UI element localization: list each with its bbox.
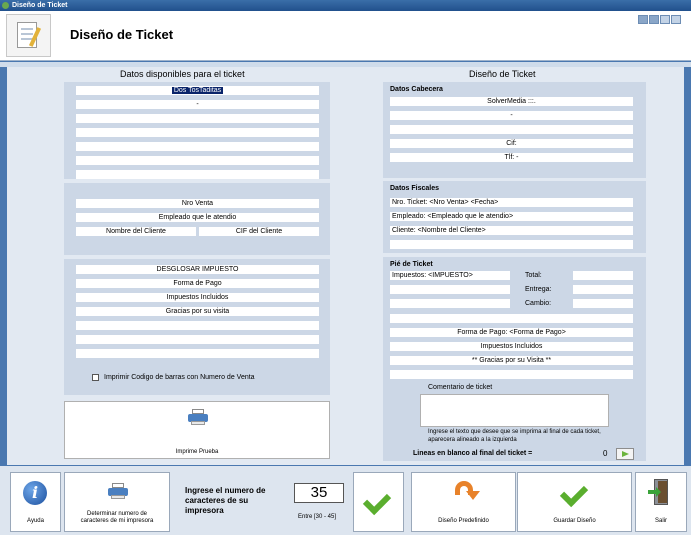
pie-line-impuestos[interactable]: Impuestos Incluidos — [390, 342, 633, 351]
field-nro-venta[interactable]: Nro Venta — [76, 199, 319, 208]
left-section-title: Datos disponibles para el ticket — [120, 69, 245, 79]
print-test-button[interactable] — [64, 401, 330, 459]
save-design-label: Guardar Diseño — [553, 518, 596, 524]
field-gracias[interactable]: Gracias por su visita — [76, 307, 319, 316]
cambio-label: Cambio: — [525, 300, 552, 307]
print-test-label: Imprime Prueba — [175, 449, 219, 455]
footer-data-group — [383, 257, 646, 461]
chars-range-label: Entre [30 - 45] — [298, 514, 337, 520]
available-field-7[interactable] — [76, 170, 319, 179]
pie-empty-1[interactable] — [390, 285, 510, 294]
barcode-checkbox[interactable] — [92, 374, 99, 381]
available-field-6[interactable] — [76, 156, 319, 165]
pie-line-empty[interactable] — [390, 370, 633, 379]
comentario-textarea[interactable] — [420, 394, 609, 427]
pie-line-forma-pago[interactable]: Forma de Pago: <Forma de Pago> — [390, 328, 633, 337]
chars-prompt-label: Ingrese el numero de caracteres de su impresora — [185, 486, 266, 515]
main-panel — [7, 67, 684, 465]
fiscal-line-4[interactable] — [390, 240, 633, 249]
printer-icon — [188, 409, 208, 425]
undo-arrow-icon — [452, 479, 478, 505]
cabecera-line-4[interactable]: Cif: — [390, 139, 633, 148]
available-field-5[interactable] — [76, 142, 319, 151]
window-control-2[interactable] — [649, 15, 659, 24]
default-design-label: Diseño Predefinido — [438, 518, 489, 524]
entrega-label: Entrega: — [525, 286, 552, 293]
bottom-toolbar — [0, 466, 691, 535]
pie-empty-3[interactable] — [390, 314, 633, 323]
fiscal-line-3[interactable]: Cliente: <Nombre del Cliente> — [390, 226, 633, 235]
ticket-design-icon — [6, 14, 51, 57]
field-impuestos[interactable]: Impuestos: <IMPUESTO> — [390, 271, 510, 280]
fiscal-line-1[interactable]: Nro. Ticket: <Nro Venta> <Fecha> — [390, 198, 633, 207]
field-desglosar-impuesto[interactable]: DESGLOSAR IMPUESTO — [76, 265, 319, 274]
window-title-bar — [0, 0, 691, 11]
available-field-2[interactable]: - — [76, 100, 319, 109]
barcode-label: Imprimir Codigo de barras con Numero de Venta — [104, 374, 255, 381]
help-button[interactable] — [10, 472, 61, 532]
field-empleado[interactable]: Empleado que le atendio — [76, 213, 319, 222]
field-cif-cliente[interactable]: CIF del Cliente — [199, 227, 319, 236]
printer-icon — [108, 483, 128, 499]
page-title: Diseño de Ticket — [70, 27, 174, 42]
detect-chars-label: Determinar numero de caracteres de mi impresora — [80, 511, 154, 524]
entrega-field[interactable] — [573, 285, 633, 294]
chars-input[interactable]: 35 — [294, 483, 344, 503]
field-empty-2[interactable] — [76, 335, 319, 344]
comentario-hint: Ingrese el texto que desee que se imprima al final de cada ticket, aparecera alineado a la izquierda — [428, 429, 601, 443]
available-data-group-2 — [64, 183, 330, 255]
header-data-group — [383, 82, 646, 178]
window-control-4[interactable] — [671, 15, 681, 24]
exit-label: Salir — [654, 518, 667, 524]
available-field-1[interactable]: Dos TosTaditas — [76, 86, 319, 95]
lineas-value: 0 — [603, 449, 608, 458]
field-empty-1[interactable] — [76, 321, 319, 330]
comentario-label: Comentario de ticket — [428, 384, 493, 391]
detect-chars-button[interactable] — [64, 472, 170, 532]
window-controls — [638, 15, 681, 24]
right-section-title: Diseño de Ticket — [469, 69, 536, 79]
pie-line-gracias[interactable]: ** Gracias por su Visita ** — [390, 356, 633, 365]
fiscales-title: Datos Fiscales — [390, 185, 440, 192]
total-field[interactable] — [573, 271, 633, 280]
fiscal-line-2[interactable]: Empleado: <Empleado que le atendio> — [390, 212, 633, 221]
window-control-3[interactable] — [660, 15, 670, 24]
pie-empty-2[interactable] — [390, 299, 510, 308]
save-design-button[interactable] — [517, 472, 632, 532]
window-control-1[interactable] — [638, 15, 648, 24]
total-label: Total: — [525, 272, 542, 279]
info-icon: i — [23, 481, 47, 505]
cabecera-line-1[interactable]: SolverMedia :::. — [390, 97, 633, 106]
field-empty-3[interactable] — [76, 349, 319, 358]
field-forma-pago[interactable]: Forma de Pago — [76, 279, 319, 288]
cabecera-line-3[interactable] — [390, 125, 633, 134]
cambio-field[interactable] — [573, 299, 633, 308]
cabecera-line-2[interactable]: - — [390, 111, 633, 120]
lineas-label: Lineas en blanco al final del ticket = — [413, 450, 533, 457]
default-design-button[interactable] — [411, 472, 516, 532]
cabecera-line-5[interactable]: Tlf: - — [390, 153, 633, 162]
available-data-group-3 — [64, 259, 330, 395]
lineas-apply-button[interactable] — [616, 448, 634, 460]
app-icon — [2, 2, 9, 9]
check-icon — [563, 481, 589, 501]
field-nombre-cliente[interactable]: Nombre del Cliente — [76, 227, 196, 236]
header — [0, 11, 691, 61]
available-field-4[interactable] — [76, 128, 319, 137]
available-field-3[interactable] — [76, 114, 319, 123]
help-label: Ayuda — [27, 518, 44, 524]
fiscal-data-group — [383, 181, 646, 253]
available-data-group-1 — [64, 82, 330, 179]
confirm-chars-button[interactable] — [353, 472, 404, 532]
exit-button[interactable] — [635, 472, 687, 532]
cabecera-title: Datos Cabecera — [390, 86, 443, 93]
exit-door-icon — [648, 479, 672, 507]
field-impuestos-incluidos[interactable]: Impuestos Incluidos — [76, 293, 319, 302]
window-title: Diseño de Ticket — [12, 2, 68, 9]
pie-title: Pié de Ticket — [390, 261, 433, 268]
check-icon — [366, 489, 392, 509]
